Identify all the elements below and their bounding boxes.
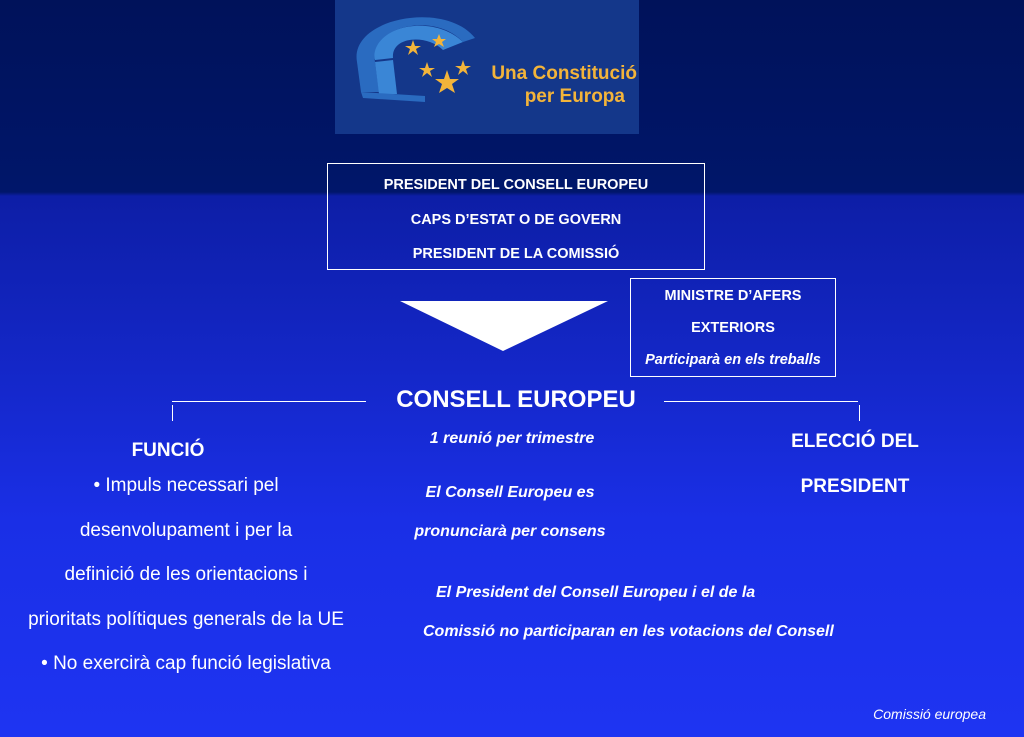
function-line: definició de les orientacions i	[64, 564, 308, 585]
function-heading: FUNCIÓ	[131, 440, 205, 461]
election-line-2: PRESIDENT	[800, 476, 910, 497]
members-box	[327, 163, 705, 270]
president-note-line-2: Comissió no participaran en les votacions del Consell	[423, 623, 834, 640]
president-note-line-1: El President del Consell Europeu i el de la	[436, 584, 756, 601]
minister-line-2: EXTERIORS	[691, 320, 775, 336]
minister-line-1: MINISTRE D’AFERS	[664, 288, 802, 304]
function-line: • Impuls necessari pel	[93, 475, 279, 496]
president-voting-note	[380, 573, 970, 651]
function-line: prioritats polítiques generals de la UE	[28, 608, 344, 630]
consensus-line-2: pronunciarà per consens	[414, 522, 606, 540]
footer-source: Comissió europea	[873, 706, 986, 722]
consensus-note	[390, 474, 630, 551]
function-line: desenvolupament i per la	[79, 519, 293, 541]
constitution-logo	[335, 0, 639, 134]
right-connector-line	[664, 401, 858, 402]
left-connector-line	[172, 401, 366, 402]
election-line-1: ELECCIÓ DEL	[791, 431, 919, 452]
foreign-minister-box	[630, 278, 836, 377]
left-connector-tick	[172, 405, 173, 421]
president-election	[765, 419, 945, 509]
logo-line-1: Una Constitució	[491, 63, 637, 84]
member-line-heads-of-state: CAPS D’ESTAT O DE GOVERN	[410, 212, 622, 228]
logo-title	[477, 62, 637, 108]
star-icon	[405, 40, 421, 55]
function-list	[8, 464, 364, 687]
diagram-title: CONSELL EUROPEU	[396, 386, 636, 413]
function-line: • No exercirà cap funció legislativa	[41, 653, 331, 674]
member-line-president-commission: PRESIDENT DE LA COMISSIÓ	[412, 246, 620, 262]
consensus-line-1: El Consell Europeu es	[425, 484, 595, 501]
member-line-president-council: PRESIDENT DEL CONSELL EUROPEU	[383, 177, 649, 193]
logo-line-2: per Europa	[524, 86, 625, 107]
meeting-frequency: 1 reunió per trimestre	[429, 430, 595, 447]
minister-line-3: Participarà en els treballs	[645, 352, 821, 368]
down-arrow-icon	[400, 301, 608, 353]
